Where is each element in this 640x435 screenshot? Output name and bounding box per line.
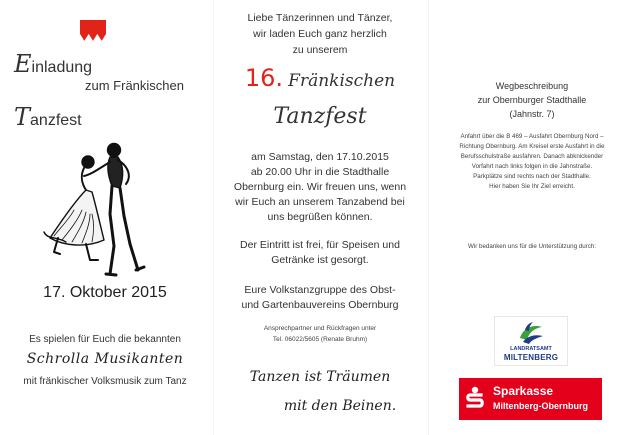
fold-line-right (428, 0, 429, 435)
invitation-title-line2: zum Fränkischen (85, 78, 184, 93)
organizer-line: Eure Volkstanzgruppe des Obst- (244, 284, 396, 296)
details-line: ab 20.00 Uhr in die Stadthalle (250, 166, 390, 178)
directions-text (432, 132, 632, 192)
directions-heading: Wegbeschreibung (495, 81, 569, 91)
fold-line-left (213, 0, 214, 435)
title-initial-e: E (14, 50, 32, 78)
sparkasse-logo (459, 378, 602, 420)
entry-line: Getränke ist gesorgt. (271, 254, 369, 266)
band-name: Schrolla Musikanten (26, 351, 184, 367)
directions-line: Richtung Obernburg. Am Kreisel erste Ausfahrt in die (459, 143, 605, 150)
band-music-text: mit fränkischer Volksmusik zum Tanz (23, 376, 187, 387)
greeting-block (215, 10, 425, 58)
invitation-title-line3 (14, 103, 82, 131)
event-details (215, 150, 425, 225)
festival-title (215, 64, 425, 92)
greeting-line: zu unserem (292, 44, 348, 56)
directions-subheading: zur Obernburger Stadthalle (477, 95, 587, 105)
greeting-line: wir laden Euch ganz herzlich (253, 28, 387, 40)
band-intro-text: Es spielen für Euch die bekannten (29, 334, 181, 345)
title-word-einladung: inladung (31, 59, 93, 76)
invitation-title-line1 (14, 50, 92, 78)
landratsamt-emblem-icon (517, 320, 545, 346)
sponsor2-label-top: Sparkasse (493, 384, 554, 398)
directions-line: Hier haben Sie Ihr Ziel erreicht. (489, 183, 575, 190)
motto-line1: Tanzen ist Träumen (249, 369, 391, 385)
festival-title-line2: Tanzfest (273, 104, 367, 129)
directions-title (432, 79, 632, 121)
sponsor1-label-top: LANDRATSAMT (510, 346, 552, 352)
title-initial-t: T (14, 103, 31, 131)
organizer-line: und Gartenbauvereins Obernburg (241, 299, 399, 311)
sponsor2-label-bottom: Miltenberg-Obernburg (493, 401, 588, 411)
festival-number: 16. (244, 64, 284, 92)
contact-line: Ansprechpartner und Rückfragen unter (263, 325, 377, 332)
franken-rake-icon (80, 20, 106, 48)
dancing-couple-illustration (40, 136, 150, 278)
sponsor1-label-bottom: MILTENBERG (503, 353, 559, 362)
organizer-block (215, 283, 425, 313)
sponsor-thanks: Wir bedanken uns für die Unterstützung durch: (468, 243, 596, 250)
contact-block (215, 323, 425, 345)
details-line: wir Euch an unserem Tanzabend bei (235, 196, 405, 208)
directions-line: Berufsschulstraße ausfahren. Danach abknickender (460, 153, 604, 160)
motto-line2: mit den Beinen. (283, 398, 397, 414)
entry-line: Der Eintritt ist frei, für Speisen und (240, 239, 400, 251)
directions-line: Parkplätze sind rechts nach der Stadthalle. (473, 173, 591, 180)
directions-line: Anfahrt über die B 469 – Ausfahrt Obernburg Nord – (460, 133, 604, 140)
details-line: Obernburg ein. Wir freuen uns, wenn (233, 181, 407, 193)
greeting-line: Liebe Tänzerinnen und Tänzer, (247, 12, 393, 24)
landratsamt-miltenberg-logo (494, 316, 568, 366)
sparkasse-s-icon (464, 386, 486, 412)
contact-phone: Tel. 06022/5605 (Renate Bruhm) (272, 336, 368, 343)
directions-address: (Jahnstr. 7) (509, 109, 555, 119)
details-line: uns begrüßen können. (267, 211, 373, 223)
event-date: 17. Oktober 2015 (43, 284, 167, 301)
details-line: am Samstag, den 17.10.2015 (251, 151, 389, 163)
title-word-tanzfest: anzfest (30, 112, 82, 129)
directions-line: Vorfahrt nach links folgen in die Jahnstraße. (471, 163, 593, 170)
entry-info (215, 238, 425, 268)
festival-title-word: Fränkischen (288, 71, 396, 91)
